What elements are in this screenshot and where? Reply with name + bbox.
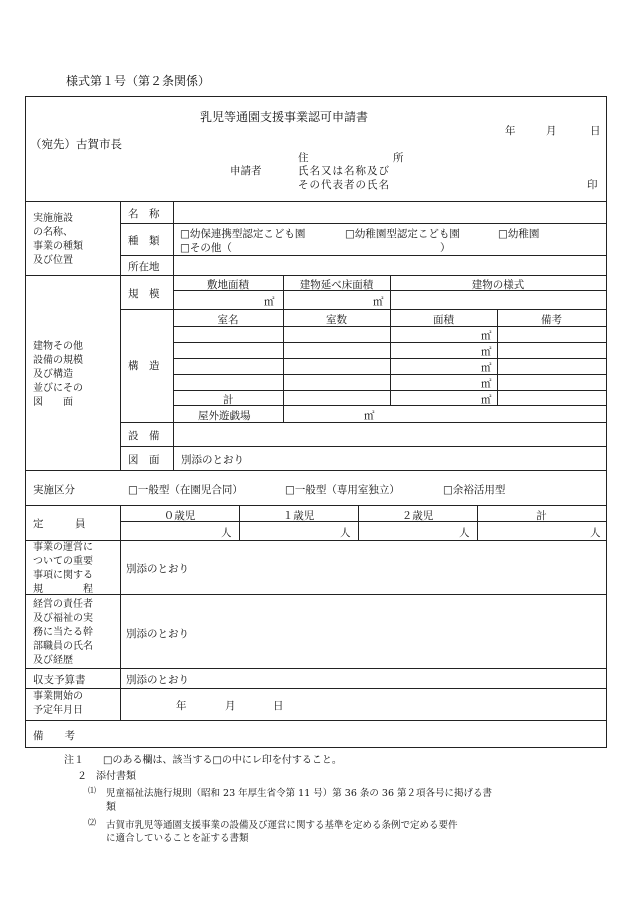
item2-number: ⑵ xyxy=(88,818,96,827)
note2-number: ２ xyxy=(77,771,87,782)
category-option-dedicated[interactable]: □一般型（専用室独立） xyxy=(285,484,400,496)
start-month-label: 月 xyxy=(225,700,236,712)
form-title: 乳児等通園支援事業認可申請書 xyxy=(200,110,369,124)
room-name-header: 室名 xyxy=(217,314,239,326)
section6-label: 経営の責任者 及び福祉の実 務に当たる幹 部職員の氏名 及び経歴 xyxy=(33,599,93,666)
type-option-other[interactable]: □その他（ xyxy=(180,242,232,254)
type-option-yochien[interactable]: □幼稚園 xyxy=(498,228,540,240)
section2-label: 建物その他 設備の規模 及び構造 並びにその 図 面 xyxy=(33,341,83,408)
section5-label: 事業の運営に ついての重要 事項に関する 規 程 xyxy=(33,542,93,595)
form-number: 様式第１号（第２条関係） xyxy=(66,74,211,88)
section7-value: 別添のとおり xyxy=(126,674,189,686)
age1-header: １歳児 xyxy=(282,510,315,522)
item1-line2: 類 xyxy=(106,802,116,813)
site-area-header: 敷地面積 xyxy=(207,279,249,291)
total-area-unit: ㎡ xyxy=(481,394,492,406)
note1-text: □のある欄は、該当する□の中にレ印を付すること。 xyxy=(103,755,342,766)
total-label: 計 xyxy=(223,394,234,406)
type-option-other-close: ） xyxy=(440,242,451,254)
scale-label: 規 模 xyxy=(128,288,160,300)
representative-label: その代表者の氏名 xyxy=(298,179,390,191)
address-label-1: 住 xyxy=(298,152,309,164)
total-unit: 人 xyxy=(590,527,601,539)
item2-line2: に適合していることを証する書類 xyxy=(106,833,249,844)
item1-number: ⑴ xyxy=(88,786,96,795)
item2-line1: 古賀市乳児等通園支援事業の設備及び運営に関する基準を定める条例で定める要件 xyxy=(106,820,458,831)
age0-header: ０歳児 xyxy=(163,510,196,522)
floor-area-unit: ㎡ xyxy=(373,296,384,308)
drawing-label: 図 面 xyxy=(128,454,160,466)
room-area-unit: ㎡ xyxy=(481,378,492,390)
address-label-2: 所 xyxy=(393,152,404,164)
drawing-value: 別添のとおり xyxy=(181,454,244,466)
section4-label: 定 員 xyxy=(33,518,86,530)
section5-value: 別添のとおり xyxy=(126,563,189,575)
note1-number: 注１ xyxy=(64,755,84,766)
facility-type-label: 種 類 xyxy=(128,235,160,247)
section7-label: 収支予算書 xyxy=(33,674,86,686)
section9-label: 備 考 xyxy=(33,730,75,742)
building-style-header: 建物の様式 xyxy=(471,279,525,291)
section1-label: 実施施設 の名称、 事業の種類 及び位置 xyxy=(33,213,83,266)
room-remarks-header: 備考 xyxy=(541,314,562,326)
addressee: （宛先）古賀市長 xyxy=(30,137,122,151)
category-option-joint[interactable]: □一般型（在園児合同） xyxy=(128,484,243,496)
start-day-label: 日 xyxy=(273,700,284,712)
playground-area-unit: ㎡ xyxy=(364,410,375,422)
start-year-label: 年 xyxy=(176,700,187,712)
type-option-yochien-kodomoen[interactable]: □幼稚園型認定こども園 xyxy=(345,228,460,240)
facility-name-label: 名 称 xyxy=(128,208,160,220)
site-area-unit: ㎡ xyxy=(264,296,275,308)
date-year-label: 年 xyxy=(505,125,516,137)
total-header: 計 xyxy=(536,510,547,522)
room-area-header: 面積 xyxy=(433,314,454,326)
facility-location-label: 所在地 xyxy=(128,261,160,273)
structure-label: 構 造 xyxy=(128,360,160,372)
room-area-unit: ㎡ xyxy=(481,330,492,342)
section6-value: 別添のとおり xyxy=(126,628,189,640)
age0-unit: 人 xyxy=(221,527,232,539)
room-area-unit: ㎡ xyxy=(481,362,492,374)
room-area-unit: ㎡ xyxy=(481,346,492,358)
playground-label: 屋外遊戯場 xyxy=(198,410,251,422)
age2-unit: 人 xyxy=(459,527,470,539)
date-month-label: 月 xyxy=(546,125,557,137)
age2-header: ２歳児 xyxy=(401,510,434,522)
seal-mark: 印 xyxy=(587,179,598,191)
type-option-yoho[interactable]: □幼保連携型認定こども園 xyxy=(180,228,306,240)
section8-label: 事業開始の 予定年月日 xyxy=(33,691,83,716)
category-option-surplus[interactable]: □余裕活用型 xyxy=(443,484,506,496)
note2-text: 添付書類 xyxy=(96,771,136,782)
name-label: 氏名又は名称及び xyxy=(298,165,390,177)
floor-area-header: 建物延べ床面積 xyxy=(299,279,374,291)
age1-unit: 人 xyxy=(340,527,351,539)
applicant-label: 申請者 xyxy=(230,165,262,177)
section3-label: 実施区分 xyxy=(33,484,75,496)
equipment-label: 設 備 xyxy=(128,430,160,442)
room-count-header: 室数 xyxy=(326,314,347,326)
date-day-label: 日 xyxy=(590,125,601,137)
item1-line1: 児童福祉法施行規則（昭和 23 年厚生省令第 11 号）第 36 条の 36 第２項各号に掲げる書 xyxy=(106,788,493,799)
